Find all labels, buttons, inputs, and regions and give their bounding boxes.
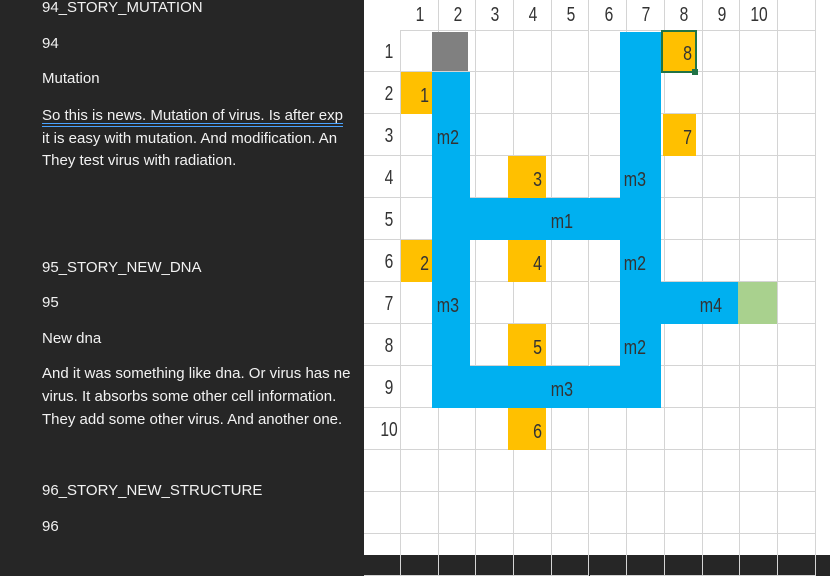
label-2: 2 (420, 253, 430, 275)
label-m2-right-mid: m2 (623, 253, 647, 275)
label-m2-right-low: m2 (623, 337, 647, 359)
label-m3-left: m3 (436, 295, 460, 317)
grid-cell[interactable] (401, 450, 439, 492)
grid-cell[interactable] (552, 324, 590, 366)
grid-cell[interactable] (740, 240, 778, 282)
grid-cell[interactable] (665, 408, 703, 450)
grid-cell[interactable] (401, 492, 439, 534)
grid-cell[interactable] (665, 72, 703, 114)
grid-cell[interactable] (552, 30, 590, 72)
grid-cell[interactable] (514, 492, 552, 534)
story-number: 96 (42, 518, 59, 535)
grid-cell[interactable] (514, 450, 552, 492)
grid-cell[interactable] (703, 492, 741, 534)
grid-cell[interactable] (740, 156, 778, 198)
column-header-cell[interactable] (778, 0, 816, 31)
grid-cell[interactable] (476, 114, 514, 156)
grid-cell[interactable] (778, 156, 816, 198)
grid-cell[interactable] (552, 408, 590, 450)
story-text-line: They test virus with radiation. (42, 152, 237, 169)
grid-cell[interactable] (665, 492, 703, 534)
grid-cell[interactable] (476, 492, 514, 534)
grid-cell[interactable] (740, 114, 778, 156)
grid-cell[interactable] (476, 450, 514, 492)
path-segment-m3-bottom (432, 366, 661, 408)
row-header-cell[interactable] (364, 450, 401, 492)
grid-cell[interactable] (778, 198, 816, 240)
grid-cell[interactable] (665, 366, 703, 408)
grid-cell[interactable] (476, 30, 514, 72)
grid-cell[interactable] (665, 450, 703, 492)
grid-cell[interactable] (552, 492, 590, 534)
path-segment-m2-left (432, 72, 470, 408)
grid-cell[interactable] (552, 114, 590, 156)
grid-cell[interactable] (590, 492, 628, 534)
label-6: 6 (533, 421, 543, 443)
grid-cell[interactable] (778, 114, 816, 156)
grid-cell[interactable] (627, 450, 665, 492)
story-text-line: They add some other virus. And another one. (42, 411, 343, 428)
story-title (42, 330, 101, 347)
grid-cell[interactable] (703, 240, 741, 282)
row-header-label: 6 (384, 251, 394, 273)
grid-cell[interactable] (778, 492, 816, 534)
label-7: 7 (683, 127, 693, 149)
grid-cell[interactable] (590, 534, 628, 576)
grid-cell[interactable] (703, 366, 741, 408)
column-header-label: 4 (528, 4, 538, 26)
grid-cell[interactable] (778, 30, 816, 72)
story-text-line: virus. It absorbs some other cell information. (42, 388, 337, 405)
row-header-cell[interactable] (364, 492, 401, 534)
label-m3-right-top: m3 (623, 169, 647, 191)
story-text-start: So this is news. Mutation of virus. Is after exp (42, 107, 343, 124)
column-header-label: 10 (750, 4, 768, 26)
row-header-label: 1 (384, 41, 394, 63)
label-m3-bottom: m3 (550, 379, 574, 401)
grid-cell[interactable] (665, 240, 703, 282)
spreadsheet[interactable] (364, 0, 830, 555)
grid-cell[interactable] (778, 534, 816, 576)
story-title: Mutation (42, 70, 100, 87)
story-text-line: it is easy with mutation. And modification. An (42, 130, 338, 147)
grid-cell[interactable] (552, 450, 590, 492)
story-heading: 96_STORY_NEW_STRUCTURE (42, 482, 263, 499)
grid-cell[interactable] (514, 72, 552, 114)
grid-cell[interactable] (439, 408, 477, 450)
grid-cell[interactable] (703, 450, 741, 492)
column-header-label: 9 (717, 4, 726, 26)
grid-cell[interactable] (703, 534, 741, 576)
row-header-label: 7 (384, 293, 394, 315)
grid-cell[interactable] (665, 198, 703, 240)
grid-cell[interactable] (552, 240, 590, 282)
label-m4: m4 (699, 295, 723, 317)
grid-cell[interactable] (778, 366, 816, 408)
row-header-label: 9 (384, 377, 394, 399)
column-header-label: 2 (453, 4, 463, 26)
grid-cell[interactable] (439, 492, 477, 534)
grid-cell[interactable] (740, 450, 778, 492)
grid-cell[interactable] (476, 282, 514, 324)
grid-cell[interactable] (476, 72, 514, 114)
grid-cell[interactable] (514, 114, 552, 156)
column-header-label: 3 (491, 4, 500, 26)
label-m1: m1 (550, 211, 574, 233)
grid-cell[interactable] (590, 450, 628, 492)
grid-cell[interactable] (590, 408, 628, 450)
fill-handle[interactable] (692, 69, 698, 75)
grid-cell[interactable] (401, 408, 439, 450)
story-heading: 95_STORY_NEW_DNA (42, 259, 202, 276)
label-5: 5 (533, 337, 543, 359)
grid-cell[interactable] (665, 534, 703, 576)
label-4: 4 (533, 253, 543, 275)
grid-cell[interactable] (665, 156, 703, 198)
grid-cell[interactable] (778, 240, 816, 282)
label-1: 1 (420, 85, 430, 107)
grid-cell[interactable] (740, 408, 778, 450)
story-text-line (42, 107, 343, 124)
grid-cell[interactable] (552, 534, 590, 576)
grid-cell[interactable] (703, 114, 741, 156)
row-header-label: 10 (380, 419, 398, 441)
grid-cell[interactable] (778, 450, 816, 492)
row-header-label: 2 (384, 83, 394, 105)
grid-cell[interactable] (627, 534, 665, 576)
row-header-label: 3 (384, 125, 394, 147)
grid-cell[interactable] (514, 282, 552, 324)
row-header-cell[interactable] (364, 534, 401, 576)
story-title-text: New dna (42, 330, 102, 347)
grid-cell[interactable] (740, 366, 778, 408)
grid-cell[interactable] (740, 492, 778, 534)
grid-cell[interactable] (514, 30, 552, 72)
grid-cell[interactable] (401, 534, 439, 576)
grid-cell[interactable] (703, 72, 741, 114)
gray-cell[interactable] (432, 32, 468, 71)
grid-cell[interactable] (703, 156, 741, 198)
green-cell[interactable] (738, 282, 777, 324)
row-header-label: 5 (384, 209, 394, 231)
label-8: 8 (683, 43, 693, 65)
grid-cell[interactable] (740, 72, 778, 114)
grid-cell[interactable] (552, 72, 590, 114)
grid-cell[interactable] (552, 156, 590, 198)
grid-cell[interactable] (703, 198, 741, 240)
grid-cell[interactable] (627, 492, 665, 534)
row-header-label: 8 (384, 335, 394, 357)
grid-cell[interactable] (778, 408, 816, 450)
grid-cell[interactable] (740, 198, 778, 240)
column-header-label: 1 (415, 4, 425, 26)
grid-cell[interactable] (778, 282, 816, 324)
grid-cell[interactable] (703, 30, 741, 72)
document-pane (0, 0, 364, 555)
story-number: 94 (42, 35, 59, 52)
grid-cell[interactable] (552, 282, 590, 324)
grid-cell[interactable] (665, 324, 703, 366)
grid-cell[interactable] (627, 408, 665, 450)
grid-cell[interactable] (703, 324, 741, 366)
grid-cell[interactable] (740, 534, 778, 576)
column-header-label: 8 (679, 4, 689, 26)
grid-cell[interactable] (778, 72, 816, 114)
grid-cell[interactable] (476, 534, 514, 576)
grid-cell[interactable] (514, 534, 552, 576)
grid-cell[interactable] (439, 450, 477, 492)
grid-cell[interactable] (778, 324, 816, 366)
row-header-label: 4 (384, 167, 394, 189)
column-header-label: 6 (604, 4, 613, 26)
grid-cell[interactable] (703, 408, 741, 450)
column-header-label: 7 (641, 4, 651, 26)
story-heading: 94_STORY_MUTATION (42, 0, 203, 16)
grid-cell[interactable] (740, 30, 778, 72)
story-number: 95 (42, 294, 59, 311)
story-text-line: And it was something like dna. Or virus has ne (42, 365, 351, 382)
column-header-label: 5 (566, 4, 576, 26)
grid-cell[interactable] (439, 534, 477, 576)
grid-cell[interactable] (740, 324, 778, 366)
label-3: 3 (533, 169, 543, 191)
label-m2-upper: m2 (436, 127, 460, 149)
path-segment-m1 (432, 198, 661, 240)
